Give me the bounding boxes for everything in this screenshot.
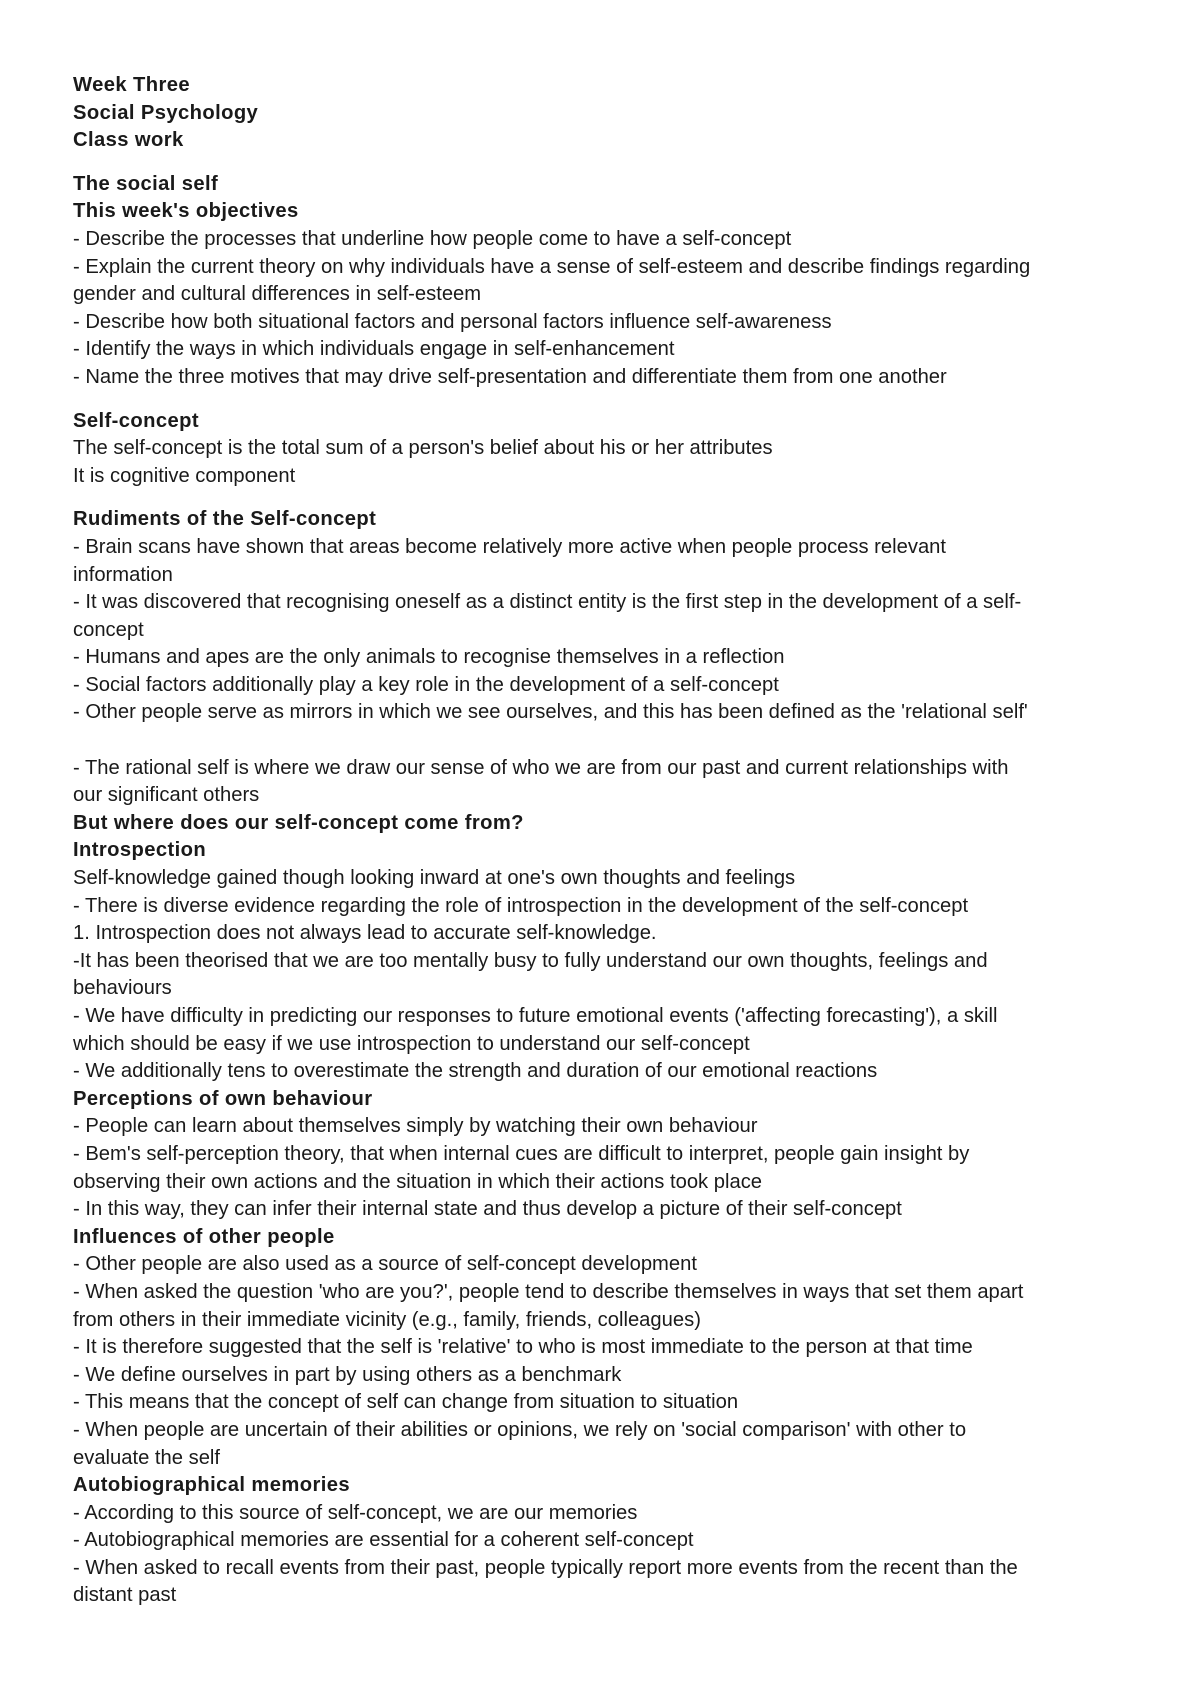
bullet-item: -It has been theorised that we are too mentally busy to fully understand our own thoughts, feelings and: [73, 949, 988, 972]
bullet-item: - Autobiographical memories are essential for a coherent self-concept: [73, 1529, 694, 1552]
spacer: [73, 727, 1143, 755]
objective-item: - Explain the current theory on why individuals have a sense of self-esteem and describe findings regarding: [73, 255, 1031, 278]
section-self-concept: [73, 408, 1143, 491]
bullet-item: information: [73, 563, 173, 586]
section-title: The social self: [73, 172, 219, 195]
objective-item: gender and cultural differences in self-esteem: [73, 283, 482, 306]
header-course: Social Psychology: [73, 101, 259, 124]
objective-item: - Describe how both situational factors and personal factors influence self-awareness: [73, 310, 832, 333]
section-title: Introspection: [73, 839, 207, 862]
bullet-item: - We define ourselves in part by using others as a benchmark: [73, 1363, 622, 1386]
bullet-item: - Brain scans have shown that areas become relatively more active when people process relevant: [73, 535, 947, 558]
bullet-item: - It is therefore suggested that the self is 'relative' to who is most immediate to the person at that time: [73, 1336, 973, 1359]
paragraph-line: Self-knowledge gained though looking inward at one's own thoughts and feelings: [73, 867, 796, 890]
spacer: [73, 155, 1143, 171]
section-social-self: [73, 171, 1143, 392]
section-rudiments: [73, 506, 1143, 810]
bullet-item: - Other people are also used as a source of self-concept development: [73, 1253, 697, 1276]
bullet-item: - It was discovered that recognising oneself as a distinct entity is the first step in the development of a self-: [73, 591, 1022, 614]
spacer: [73, 490, 1143, 506]
header-class-work: Class work: [73, 129, 184, 152]
section-introspection: [73, 837, 1143, 1085]
section-title: Influences of other people: [73, 1225, 335, 1248]
bullet-item: - According to this source of self-concept, we are our memories: [73, 1501, 638, 1524]
document-header: [73, 72, 1143, 155]
paragraph-line: The self-concept is the total sum of a person's belief about his or her attributes: [73, 437, 773, 460]
section-perceptions: [73, 1086, 1143, 1224]
bullet-item: - When asked the question 'who are you?', people tend to describe themselves in ways that set them apart: [73, 1280, 1024, 1303]
section-autobiographical: [73, 1472, 1143, 1610]
section-title: Autobiographical memories: [73, 1474, 350, 1497]
bullet-item: - In this way, they can infer their internal state and thus develop a picture of their self-concept: [73, 1198, 902, 1221]
bullet-item: concept: [73, 618, 144, 641]
bullet-item: - The rational self is where we draw our sense of who we are from our past and current relationships with: [73, 756, 1009, 779]
bullet-item: - When asked to recall events from their past, people typically report more events from the recent than the: [73, 1556, 1018, 1579]
section-title: Perceptions of own behaviour: [73, 1087, 373, 1110]
bullet-item: evaluate the self: [73, 1446, 221, 1469]
header-week: Week Three: [73, 74, 190, 96]
bullet-item: behaviours: [73, 977, 172, 1000]
bullet-item: 1. Introspection does not always lead to accurate self-knowledge.: [73, 922, 657, 945]
bullet-item: - When people are uncertain of their abilities or opinions, we rely on 'social comparison' with other to: [73, 1418, 967, 1441]
objectives-title: This week's objectives: [73, 200, 299, 223]
bullet-item: - Humans and apes are the only animals to recognise themselves in a reflection: [73, 646, 785, 669]
objective-item: - Describe the processes that underline how people come to have a self-concept: [73, 227, 792, 250]
bullet-item: observing their own actions and the situation in which their actions took place: [73, 1170, 763, 1193]
bullet-item: - There is diverse evidence regarding the role of introspection in the development of the self-concept: [73, 894, 969, 917]
section-title: Self-concept: [73, 409, 199, 432]
bullet-item: - This means that the concept of self can change from situation to situation: [73, 1391, 739, 1414]
objective-item: - Name the three motives that may drive self-presentation and differentiate them from one another: [73, 365, 947, 388]
bullet-item: our significant others: [73, 784, 260, 807]
spacer: [73, 392, 1143, 408]
section-title: But where does our self-concept come from?: [73, 811, 524, 834]
section-where-from: [73, 810, 1143, 838]
bullet-item: distant past: [73, 1584, 177, 1607]
bullet-item: which should be easy if we use introspection to understand our self-concept: [73, 1032, 750, 1055]
bullet-item: - Other people serve as mirrors in which we see ourselves, and this has been defined as the 'relational self': [73, 701, 1028, 724]
section-title: Rudiments of the Self-concept: [73, 508, 377, 531]
bullet-item: - We have difficulty in predicting our responses to future emotional events ('affecting forecasting'), a skill: [73, 1005, 998, 1027]
section-influences: [73, 1224, 1143, 1472]
bullet-item: - Bem's self-perception theory, that when internal cues are difficult to interpret, people gain insight by: [73, 1142, 970, 1165]
bullet-item: - People can learn about themselves simply by watching their own behaviour: [73, 1115, 758, 1138]
objective-item: - Identify the ways in which individuals engage in self-enhancement: [73, 338, 675, 361]
paragraph-line: It is cognitive component: [73, 464, 296, 487]
document-page: [73, 72, 1143, 1610]
bullet-item: - Social factors additionally play a key role in the development of a self-concept: [73, 673, 779, 696]
bullet-item: - We additionally tens to overestimate the strength and duration of our emotional reactions: [73, 1060, 878, 1083]
bullet-item: from others in their immediate vicinity (e.g., family, friends, colleagues): [73, 1308, 701, 1331]
